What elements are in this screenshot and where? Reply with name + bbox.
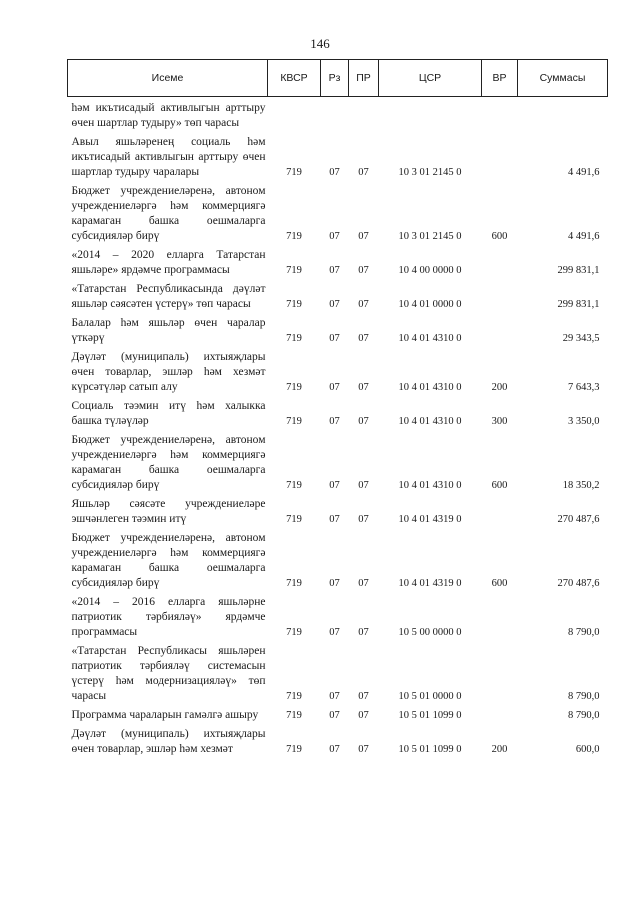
row-kvsr: 719 bbox=[286, 710, 302, 721]
header-kvsr: КВСР bbox=[268, 60, 321, 97]
row-rz: 07 bbox=[329, 333, 340, 344]
header-sum: Суммасы bbox=[518, 60, 608, 97]
row-name: һәм икътисадый активлыгын арттыру өчен шартлар тудыру» төп чарасы bbox=[71, 102, 266, 129]
table-row bbox=[68, 640, 608, 704]
row-name: Яшьләр сәясәте учреждениеләре эшчәнлеген тәэмин итү bbox=[71, 498, 266, 525]
row-kvsr: 719 bbox=[286, 167, 302, 178]
row-pr: 07 bbox=[358, 382, 369, 393]
row-kvsr bbox=[268, 97, 321, 132]
row-vr bbox=[482, 312, 518, 346]
row-sum: 3 350,0 bbox=[568, 416, 600, 427]
header-name: Исеме bbox=[68, 60, 268, 97]
table-row bbox=[68, 180, 608, 244]
row-csr: 10 4 01 4319 0 bbox=[398, 578, 462, 589]
row-name: Бюджет учреждениеләренә, автоном учреждениеләргә һәм коммерциягә карамаган башка оешмаларга субсидияләр бирү bbox=[71, 434, 266, 491]
row-csr: 10 3 01 2145 0 bbox=[398, 231, 462, 242]
row-csr: 10 4 01 4310 0 bbox=[398, 333, 462, 344]
row-kvsr: 719 bbox=[286, 578, 302, 589]
row-sum: 299 831,1 bbox=[557, 299, 600, 310]
row-vr bbox=[482, 591, 518, 640]
table-row bbox=[68, 591, 608, 640]
row-kvsr: 719 bbox=[286, 382, 302, 393]
row-csr: 10 5 01 1099 0 bbox=[398, 744, 462, 755]
row-kvsr: 719 bbox=[286, 299, 302, 310]
row-sum: 270 487,6 bbox=[557, 514, 600, 525]
row-kvsr: 719 bbox=[286, 480, 302, 491]
row-name: «2014 – 2020 елларга Татарстан яшьләре» ярдәмче программасы bbox=[71, 249, 266, 276]
table-row bbox=[68, 493, 608, 527]
page-number: 146 bbox=[310, 36, 330, 51]
row-vr: 200 bbox=[491, 744, 508, 755]
row-csr: 10 4 01 4310 0 bbox=[398, 480, 462, 491]
row-rz: 07 bbox=[329, 167, 340, 178]
header-rz: Рз bbox=[321, 60, 349, 97]
table-row bbox=[68, 244, 608, 278]
row-pr: 07 bbox=[358, 480, 369, 491]
budget-table bbox=[67, 59, 608, 757]
row-pr: 07 bbox=[358, 514, 369, 525]
row-csr: 10 5 01 1099 0 bbox=[398, 710, 462, 721]
row-kvsr: 719 bbox=[286, 627, 302, 638]
row-pr: 07 bbox=[358, 231, 369, 242]
row-vr bbox=[482, 640, 518, 704]
table-row bbox=[68, 131, 608, 180]
header-pr: ПР bbox=[349, 60, 379, 97]
row-csr: 10 5 01 0000 0 bbox=[398, 691, 462, 702]
row-vr: 600 bbox=[491, 578, 508, 589]
row-name: «Татарстан Республикасы яшьләрен патриотик тәрбияләү системасын үстерү һәм модернизацияләү» төп чарасы bbox=[71, 645, 266, 702]
row-pr: 07 bbox=[358, 578, 369, 589]
row-sum: 4 491,6 bbox=[568, 167, 600, 178]
row-kvsr: 719 bbox=[286, 744, 302, 755]
row-rz: 07 bbox=[329, 691, 340, 702]
row-sum: 8 790,0 bbox=[568, 710, 600, 721]
row-pr: 07 bbox=[358, 265, 369, 276]
table-header-row bbox=[68, 60, 608, 97]
row-sum: 18 350,2 bbox=[562, 480, 600, 491]
row-sum: 4 491,6 bbox=[568, 231, 600, 242]
row-sum: 270 487,6 bbox=[557, 578, 600, 589]
row-kvsr: 719 bbox=[286, 691, 302, 702]
row-sum: 299 831,1 bbox=[557, 265, 600, 276]
row-csr: 10 4 00 0000 0 bbox=[398, 265, 462, 276]
row-csr: 10 4 01 4319 0 bbox=[398, 514, 462, 525]
row-name: Социаль тәэмин итү һәм халыкка башка түләүләр bbox=[71, 400, 266, 427]
row-csr: 10 4 01 0000 0 bbox=[398, 299, 462, 310]
row-kvsr: 719 bbox=[286, 416, 302, 427]
row-pr: 07 bbox=[358, 744, 369, 755]
row-csr bbox=[379, 97, 482, 132]
row-kvsr: 719 bbox=[286, 514, 302, 525]
row-vr bbox=[482, 493, 518, 527]
row-pr: 07 bbox=[358, 416, 369, 427]
row-rz: 07 bbox=[329, 480, 340, 491]
row-csr: 10 3 01 2145 0 bbox=[398, 167, 462, 178]
row-vr bbox=[482, 131, 518, 180]
table-row bbox=[68, 278, 608, 312]
row-name: Авыл яшьләренең социаль һәм икътисадый активлыгын арттыру өчен шартлар тудыру чаралары bbox=[71, 136, 266, 178]
row-rz: 07 bbox=[329, 627, 340, 638]
table-row bbox=[68, 312, 608, 346]
row-rz: 07 bbox=[329, 231, 340, 242]
row-rz: 07 bbox=[329, 710, 340, 721]
row-csr: 10 4 01 4310 0 bbox=[398, 416, 462, 427]
row-kvsr: 719 bbox=[286, 265, 302, 276]
table-row bbox=[68, 395, 608, 429]
row-name: Дәүләт (муниципаль) ихтыяҗлары өчен товарлар, эшләр һәм хезмәт күрсәтүләр сатып алу bbox=[71, 351, 266, 393]
row-rz: 07 bbox=[329, 416, 340, 427]
row-pr: 07 bbox=[358, 299, 369, 310]
row-vr bbox=[482, 97, 518, 132]
row-rz: 07 bbox=[329, 382, 340, 393]
table-row bbox=[68, 97, 608, 132]
row-rz: 07 bbox=[329, 265, 340, 276]
row-sum: 7 643,3 bbox=[568, 382, 600, 393]
row-vr: 300 bbox=[491, 416, 508, 427]
row-pr bbox=[349, 97, 379, 132]
row-pr: 07 bbox=[358, 710, 369, 721]
row-pr: 07 bbox=[358, 627, 369, 638]
table-row bbox=[68, 429, 608, 493]
row-kvsr: 719 bbox=[286, 231, 302, 242]
row-name: «Татарстан Республикасында дәүләт яшьләр сәясәтен үстерү» төп чарасы bbox=[71, 283, 266, 310]
row-sum: 600,0 bbox=[575, 744, 600, 755]
row-name: Балалар һәм яшьләр өчен чаралар үткәрү bbox=[71, 317, 266, 344]
row-name: Бюджет учреждениеләренә, автоном учреждениеләргә һәм коммерциягә карамаган башка оешмаларга субсидияләр бирү bbox=[71, 185, 266, 242]
row-sum: 29 343,5 bbox=[562, 333, 600, 344]
row-sum: 8 790,0 bbox=[568, 627, 600, 638]
header-csr: ЦСР bbox=[379, 60, 482, 97]
row-vr bbox=[482, 244, 518, 278]
row-name: «2014 – 2016 елларга яшьләрне патриотик тәрбияләү» ярдәмче программасы bbox=[71, 596, 266, 638]
row-sum: 8 790,0 bbox=[568, 691, 600, 702]
table-row bbox=[68, 346, 608, 395]
row-vr: 600 bbox=[491, 480, 508, 491]
row-name: Дәүләт (муниципаль) ихтыяҗлары өчен товарлар, эшләр һәм хезмәт bbox=[71, 728, 266, 755]
row-csr: 10 5 00 0000 0 bbox=[398, 627, 462, 638]
row-pr: 07 bbox=[358, 691, 369, 702]
row-rz bbox=[321, 97, 349, 132]
row-vr: 200 bbox=[491, 382, 508, 393]
row-sum bbox=[518, 97, 608, 132]
row-name: Бюджет учреждениеләренә, автоном учреждениеләргә һәм коммерциягә карамаган башка оешмаларга субсидияләр бирү bbox=[71, 532, 266, 589]
table-row bbox=[68, 704, 608, 723]
table-row bbox=[68, 723, 608, 757]
row-rz: 07 bbox=[329, 744, 340, 755]
row-vr: 600 bbox=[491, 231, 508, 242]
row-pr: 07 bbox=[358, 167, 369, 178]
row-csr: 10 4 01 4310 0 bbox=[398, 382, 462, 393]
row-kvsr: 719 bbox=[286, 333, 302, 344]
row-rz: 07 bbox=[329, 299, 340, 310]
row-rz: 07 bbox=[329, 578, 340, 589]
row-vr bbox=[482, 704, 518, 723]
row-rz: 07 bbox=[329, 514, 340, 525]
row-vr bbox=[482, 278, 518, 312]
row-name: Программа чараларын гамәлгә ашыру bbox=[71, 709, 259, 721]
header-vr: ВР bbox=[482, 60, 518, 97]
table-row bbox=[68, 527, 608, 591]
row-pr: 07 bbox=[358, 333, 369, 344]
